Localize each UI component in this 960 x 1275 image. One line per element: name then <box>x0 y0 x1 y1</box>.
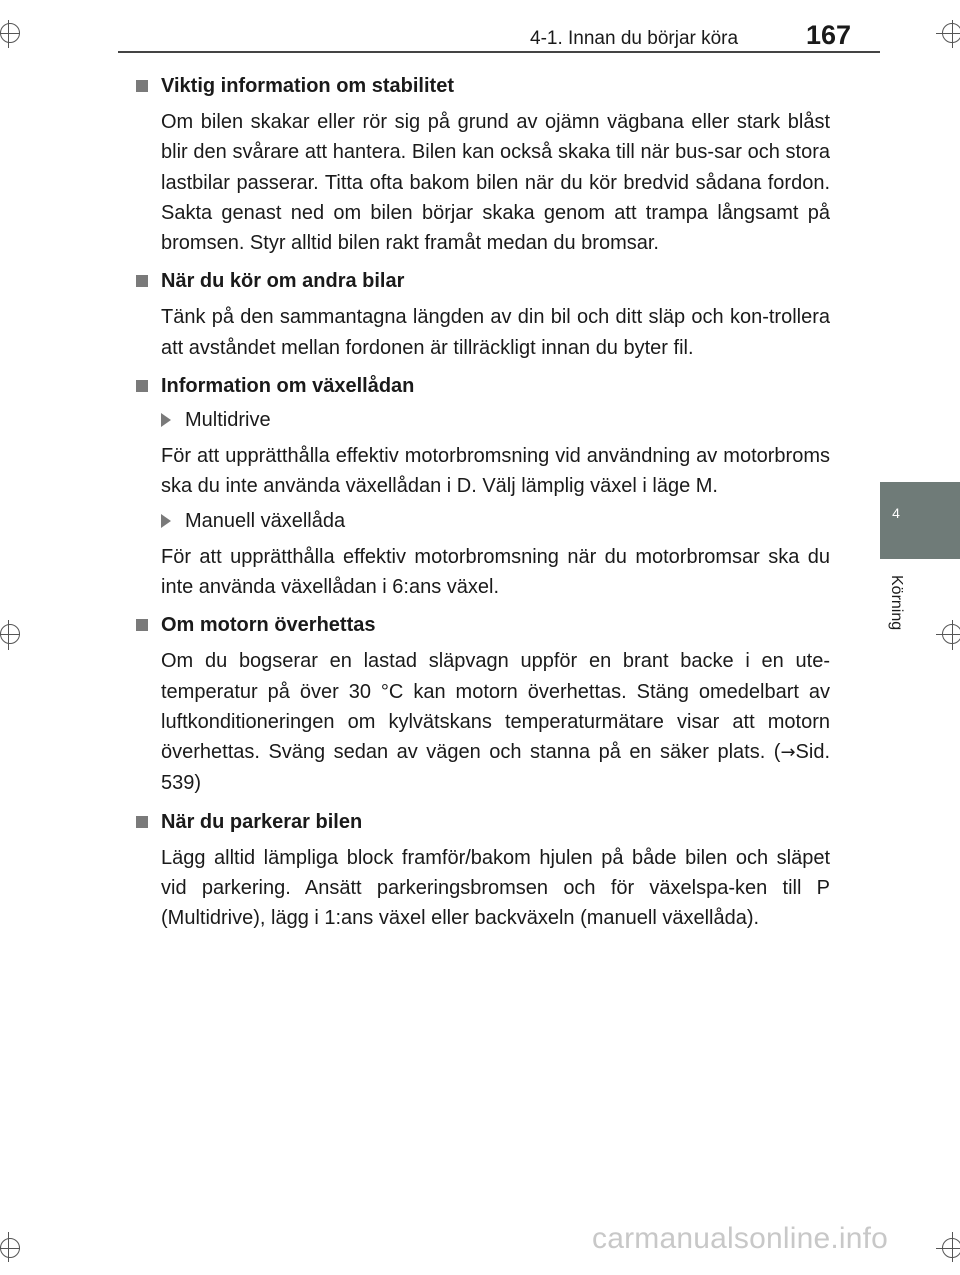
section-overheating <box>136 610 830 798</box>
page-reference-link[interactable]: Sid. 539 <box>161 741 830 795</box>
section-parking <box>136 807 830 934</box>
watermark: carmanualsonline.info <box>592 1222 889 1255</box>
subsection-paragraph: För att upprätthålla effektiv motorbromsning vid användning av motorbroms ska du inte använda växellådan i D. Välj lämplig växel i läge M. <box>161 445 830 498</box>
subsection-heading-manual <box>161 506 830 536</box>
square-bullet-icon <box>136 816 148 828</box>
page-number: 167 <box>806 20 852 50</box>
square-bullet-icon <box>136 380 148 392</box>
square-bullet-icon <box>136 80 148 92</box>
subsection-label: Manuell växellåda <box>185 509 346 532</box>
square-bullet-icon <box>136 619 148 631</box>
chapter-number: 4 <box>892 505 900 521</box>
section-paragraph: Om bilen skakar eller rör sig på grund av ojämn vägbana eller stark blåst blir den svårare att hantera. Bilen kan också skaka till när bus-sar och stora lastbilar passerar. Titta ofta bakom bilen när du kör bredvid sådana fordon. Sakta genast ned om bilen börjar skaka genom att trampa långsamt på bromsen. Styr alltid bilen rakt framåt medan du bromsar. <box>161 111 830 255</box>
section-heading <box>136 610 830 640</box>
section-heading <box>136 266 830 296</box>
section-heading-text: När du parkerar bilen <box>161 810 363 833</box>
subsection-paragraph: För att upprätthålla effektiv motorbromsning när du motorbromsar ska du inte använda växellådan i 6:ans växel. <box>161 545 830 598</box>
paragraph-text: Om du bogserar en lastad släpvagn uppför en brant backe i en ute-temperatur på över 30 °C kan motorn överhettas. Stäng omedelbart av luftkonditioneringen om kylvätskans temperaturmätare visar att motorn överhettas. Sväng sedan av vägen och stanna på en säker plats. ( <box>161 650 830 764</box>
section-paragraph: Lägg alltid lämpliga block framför/bakom hjulen på både bilen och släpet vid parkering. Ansätt parkeringsbromsen och för växelspa-ken till P (Multidrive), lägg i 1:ans växel eller backväxeln (manuell växellåda). <box>161 846 830 930</box>
section-heading-text: Information om växellådan <box>161 375 415 398</box>
section-paragraph: Tänk på den sammantagna längden av din bil och ditt släp och kon-trollera att avståndet mellan fordonen är tillräckligt innan du byter fil. <box>161 306 830 359</box>
header-rule <box>118 51 880 53</box>
section-heading-text: Viktig information om stabilitet <box>161 75 454 97</box>
section-stability <box>136 71 830 258</box>
triangle-bullet-icon <box>161 514 171 528</box>
chapter-label: Körning <box>888 575 905 631</box>
main-content <box>136 71 830 934</box>
subsection-heading-multidrive <box>161 405 830 435</box>
subsection-label: Multidrive <box>185 409 271 432</box>
section-heading-text: När du kör om andra bilar <box>161 270 405 293</box>
section-heading <box>136 807 830 837</box>
section-heading <box>136 371 830 401</box>
section-heading-text: Om motorn överhettas <box>161 614 376 637</box>
arrow-right-icon: → <box>780 742 796 764</box>
triangle-bullet-icon <box>161 413 171 427</box>
paragraph-text-end: ) <box>194 772 202 795</box>
header-section-label: 4-1. Innan du börjar köra <box>530 28 739 49</box>
section-overtaking <box>136 266 830 363</box>
section-paragraph <box>161 646 830 798</box>
section-transmission <box>136 371 830 602</box>
section-heading <box>136 71 830 101</box>
square-bullet-icon <box>136 275 148 287</box>
